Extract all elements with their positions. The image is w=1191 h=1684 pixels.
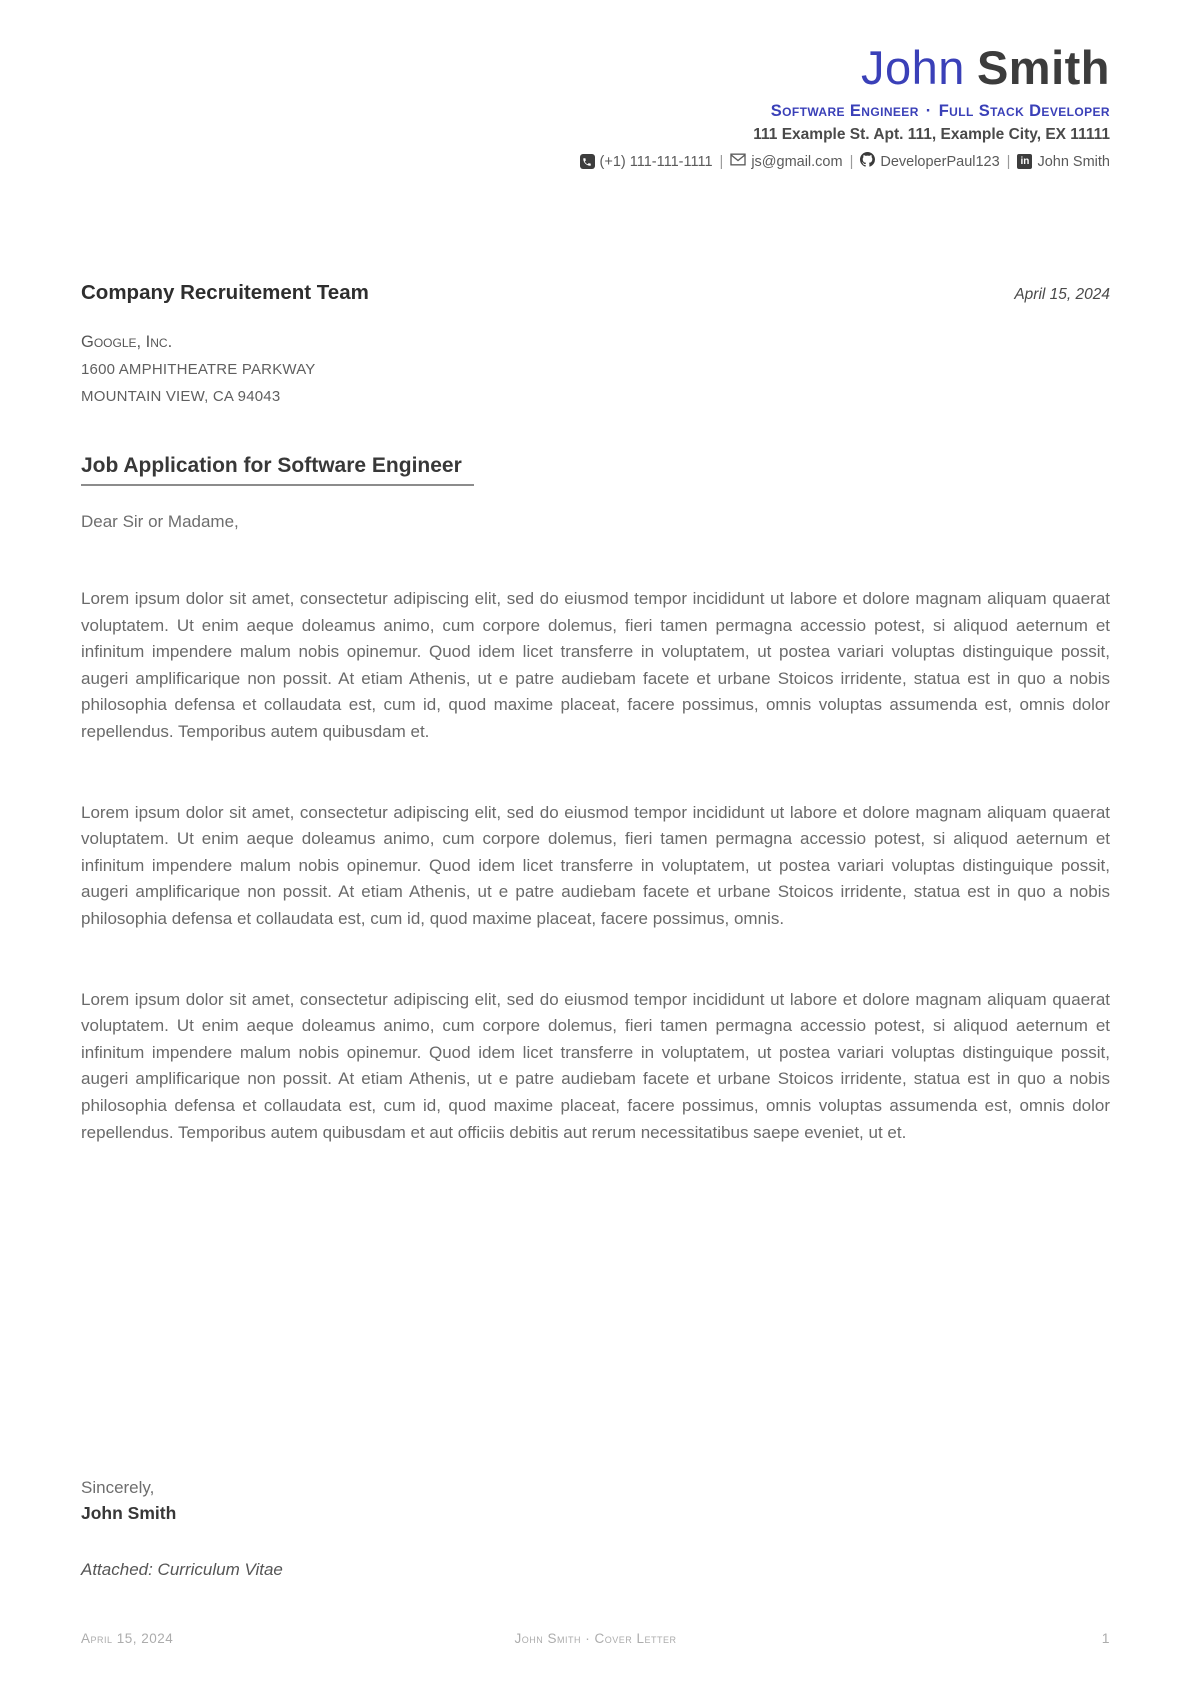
linkedin-link[interactable] [1017, 154, 1110, 170]
letter-paragraph-2: Lorem ipsum dolor sit amet, consectetur adipiscing elit, sed do eiusmod tempor incididunt ut labore et dolore magnam aliquam quaerat voluptatem. Ut enim aeque doleamus animo, cum corpore dolemus, fieri tamen permagna accessio potest, si aliquod aeternum et infinitum impendere malum nobis opinemur. Quod idem licet transferre in voluptatem, ut postea variari voluptas distinguique possit, augeri amplificarique non possit. At etiam Athenis, ut e patre audiebam facete et urbane Stoicos irridente, statua est in quo a nobis philosophia defensa et collaudata est, cum id, quod maxime placeat, facere possimus, omnis. [81, 802, 1110, 928]
letter-paragraph-1: Lorem ipsum dolor sit amet, consectetur adipiscing elit, sed do eiusmod tempor incididunt ut labore et dolore magnam aliquam quaerat voluptatem. Ut enim aeque doleamus animo, cum corpore dolemus, fieri tamen permagna accessio potest, si aliquod aeternum et infinitum impendere malum nobis opinemur. Quod idem licet transferre in voluptatem, ut postea variari voluptas distinguique possit, augeri amplificarique non possit. At etiam Athenis, ut e patre audiebam facete et urbane Stoicos irridente, statua est in quo a nobis philosophia defensa et collaudata est, cum id, quod maxime placeat, facere possimus, omnis voluptas assumenda est, omnis dolor repellendus. Temporibus autem quibusdam et. [81, 589, 1110, 741]
letter-date: April 15, 2024 [1014, 286, 1110, 303]
footer-date: April 15, 2024 [81, 1631, 174, 1646]
linkedin-icon: in [1017, 154, 1032, 169]
contact-separator: | [849, 153, 854, 170]
closing-phrase: Sincerely, [81, 1478, 155, 1497]
position-title [81, 102, 1110, 121]
github-icon [860, 152, 875, 171]
contact-separator: | [1006, 153, 1011, 170]
letter-header [81, 0, 1110, 171]
signature-name: John Smith [81, 1503, 177, 1523]
phone-link[interactable] [580, 154, 713, 170]
email-address: js@gmail.com [751, 153, 843, 170]
subject-wrap [81, 454, 1110, 486]
company-address-line-1: 1600 AMPHITHEATRE PARKWAY [81, 361, 316, 378]
position-separator: · [925, 102, 932, 120]
closing-block [81, 1478, 283, 1580]
github-link[interactable] [860, 152, 999, 171]
linkedin-name: John Smith [1037, 153, 1110, 170]
position-left: Software Engineer [770, 102, 919, 120]
contact-separator: | [719, 153, 724, 170]
first-name: John [861, 41, 965, 94]
last-name: Smith [976, 41, 1110, 94]
page-footer [81, 1630, 1110, 1646]
phone-icon [580, 154, 595, 169]
github-username: DeveloperPaul123 [880, 153, 1000, 170]
company-address-line-2: MOUNTAIN VIEW, CA 94043 [81, 388, 281, 405]
position-right: Full Stack Developer [938, 102, 1110, 120]
company-address-block [81, 329, 1110, 410]
letter-paragraph-3: Lorem ipsum dolor sit amet, consectetur adipiscing elit, sed do eiusmod tempor incididunt ut labore et dolore magnam aliquam quaerat voluptatem. Ut enim aeque doleamus animo, cum corpore dolemus, fieri tamen permagna accessio potest, si aliquod aeternum et infinitum impendere malum nobis opinemur. Quod idem licet transferre in voluptatem, ut postea variari voluptas distinguique possit, augeri amplificarique non possit. At etiam Athenis, ut e patre audiebam facete et urbane Stoicos irridente, statua est in quo a nobis philosophia defensa et collaudata est, cum id, quod maxime placeat, facere possimus, omnis voluptas assumenda est, omnis dolor repellendus. Temporibus autem quibusdam et aut officiis debitis aut rerum necessitatibus saepe eveniet, ut et. [81, 989, 1110, 1142]
salutation: Dear Sir or Madame, [81, 512, 239, 531]
email-icon [730, 153, 746, 170]
email-link[interactable] [730, 153, 842, 170]
recipient-title: Company Recruitement Team [81, 281, 369, 304]
phone-number: (+1) 111-111-1111 [599, 153, 713, 170]
person-name [81, 40, 1110, 96]
home-address: 111 Example St. Apt. 111, Example City, EX 11111 [753, 126, 1110, 143]
recipient-row [81, 281, 1110, 305]
footer-page-number: 1 [1101, 1630, 1110, 1646]
company-name: Google, Inc. [81, 333, 173, 351]
footer-title: John Smith · Cover Letter [514, 1631, 677, 1646]
subject-title: Job Application for Software Engineer [81, 454, 474, 486]
attachment-note: Attached: Curriculum Vitae [81, 1560, 283, 1579]
contact-line [81, 152, 1110, 171]
